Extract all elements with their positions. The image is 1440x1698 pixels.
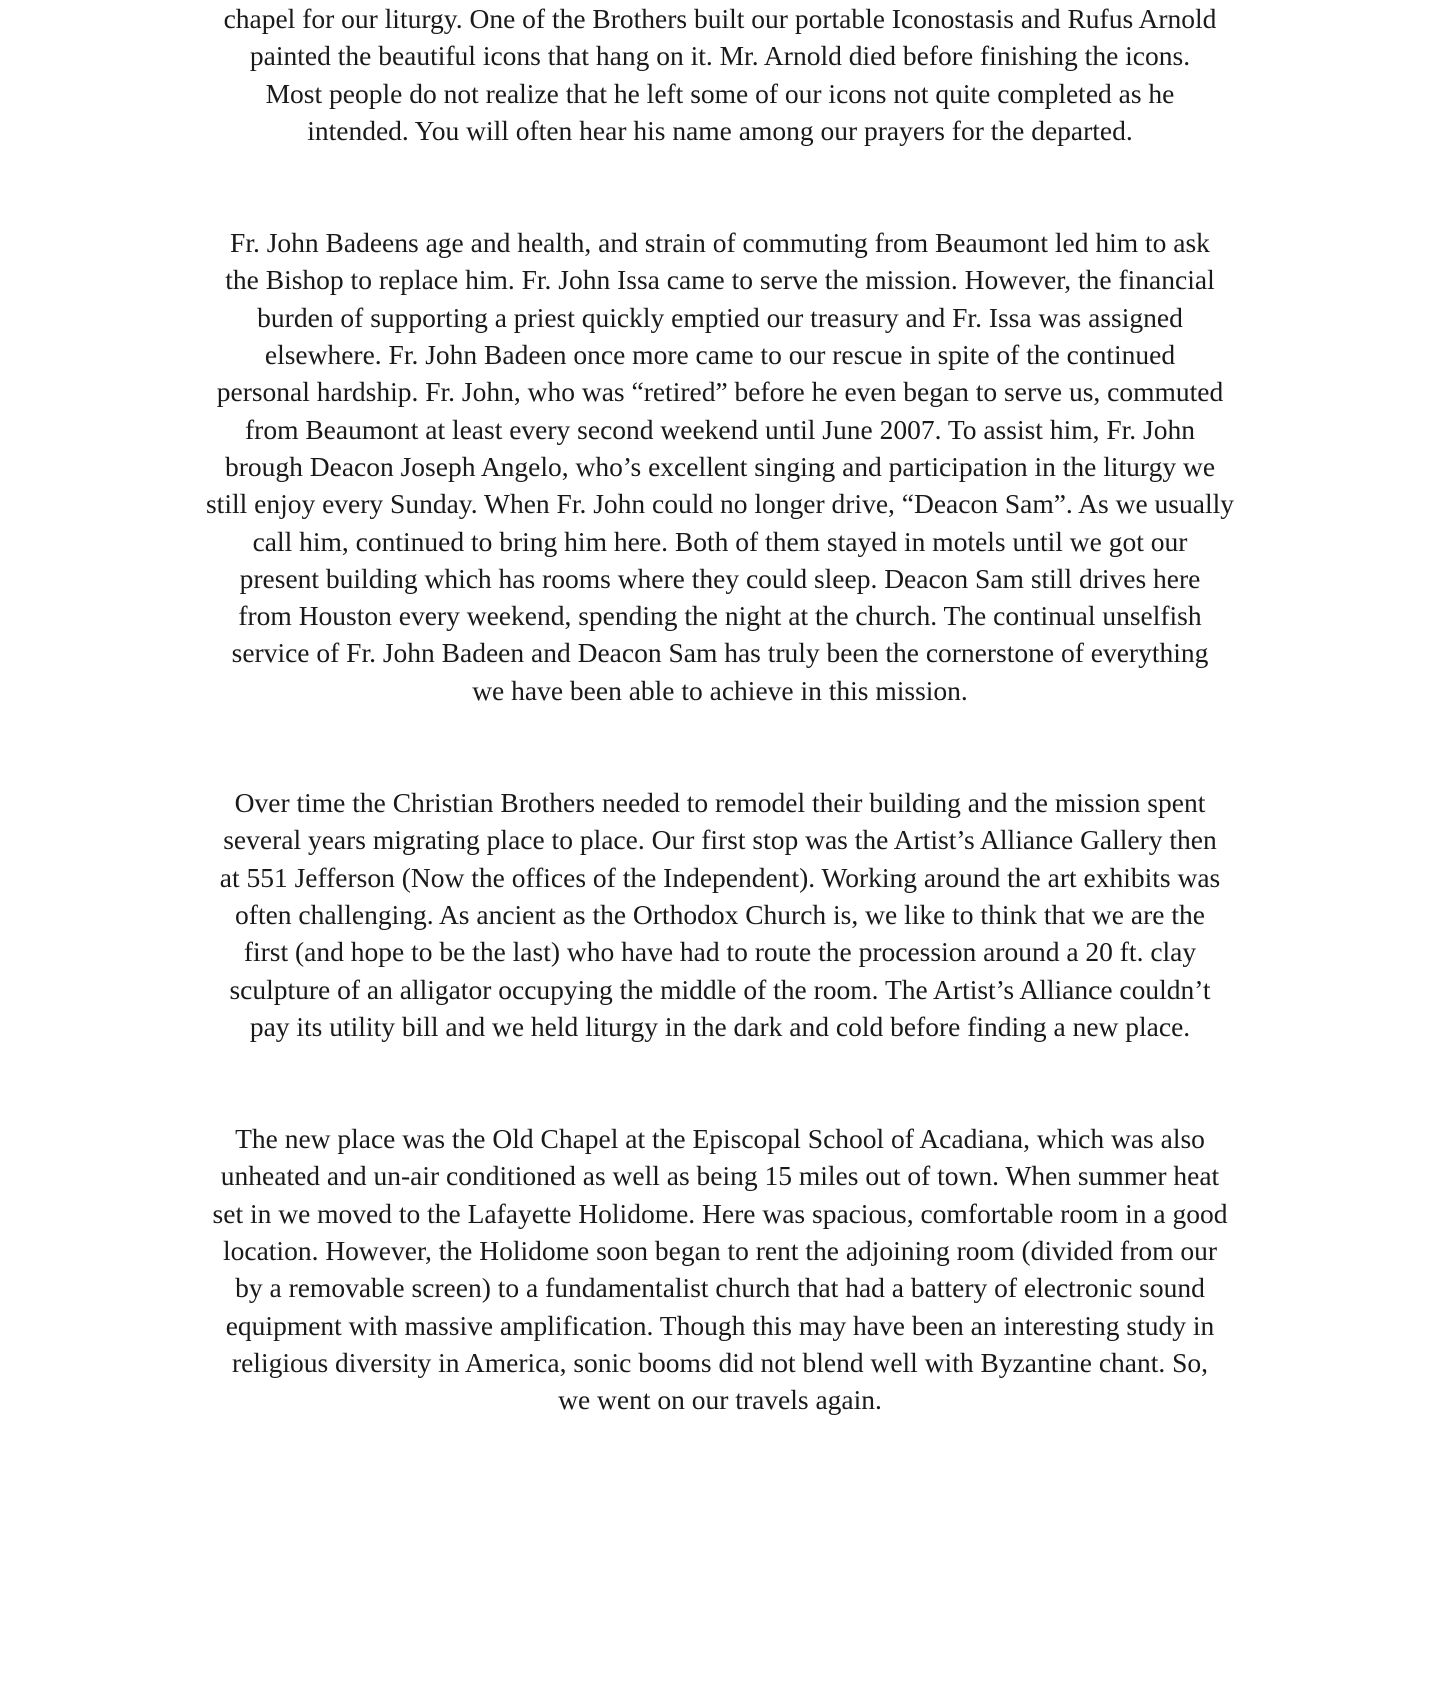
text-line: equipment with massive amplification. Though this may have been an interesting study in <box>225 1309 1215 1341</box>
text-line: Most people do not realize that he left some of our icons not quite completed as he <box>265 77 1175 109</box>
document-page <box>150 0 1290 1419</box>
text-line: Fr. John Badeens age and health, and strain of commuting from Beaumont led him to ask <box>230 227 1210 259</box>
text-line: sculpture of an alligator occupying the middle of the room. The Artist’s Alliance couldn’t <box>229 973 1211 1005</box>
text-line: we have been able to achieve in this mission. <box>472 674 968 706</box>
text-line: often challenging. As ancient as the Orthodox Church is, we like to think that we are the <box>235 898 1205 930</box>
paragraph-migrating-places <box>150 784 1290 1045</box>
text-line: at 551 Jefferson (Now the offices of the Independent). Working around the art exhibits was <box>219 861 1221 893</box>
paragraph-fr-john-badeen <box>150 224 1290 709</box>
text-line: intended. You will often hear his name among our prayers for the departed. <box>307 114 1133 146</box>
paragraph-chapel-iconostasis <box>150 0 1290 149</box>
text-line: several years migrating place to place. Our first stop was the Artist’s Alliance Gallery then <box>223 824 1217 856</box>
text-line: brough Deacon Joseph Angelo, who’s excellent singing and participation in the liturgy we <box>224 450 1216 482</box>
text-line: we went on our travels again. <box>558 1384 882 1416</box>
text-line: burden of supporting a priest quickly emptied our treasury and Fr. Issa was assigned <box>257 301 1183 333</box>
text-line: religious diversity in America, sonic booms did not blend well with Byzantine chant. So, <box>231 1346 1209 1378</box>
text-line: pay its utility bill and we held liturgy in the dark and cold before finding a new place. <box>249 1010 1191 1042</box>
text-line: location. However, the Holidome soon began to rent the adjoining room (divided from our <box>222 1235 1217 1267</box>
text-line: first (and hope to be the last) who have had to route the procession around a 20 ft. clay <box>243 936 1197 968</box>
text-line: present building which has rooms where they could sleep. Deacon Sam still drives here <box>239 562 1201 594</box>
text-line: Over time the Christian Brothers needed to remodel their building and the mission spent <box>234 787 1206 819</box>
text-line: service of Fr. John Badeen and Deacon Sam has truly been the cornerstone of everything <box>231 637 1209 669</box>
text-line: from Houston every weekend, spending the night at the church. The continual unselfish <box>238 600 1202 632</box>
text-line: by a removable screen) to a fundamentalist church that had a battery of electronic sound <box>235 1272 1205 1304</box>
text-line: set in we moved to the Lafayette Holidome. Here was spacious, comfortable room in a good <box>212 1197 1228 1229</box>
text-line: from Beaumont at least every second weekend until June 2007. To assist him, Fr. John <box>245 413 1195 445</box>
text-line: call him, continued to bring him here. Both of them stayed in motels until we got our <box>252 525 1188 557</box>
text-line: painted the beautiful icons that hang on it. Mr. Arnold died before finishing the icons. <box>249 40 1191 72</box>
text-line: personal hardship. Fr. John, who was “retired” before he even began to serve us, commuted <box>216 376 1224 408</box>
text-line: the Bishop to replace him. Fr. John Issa came to serve the mission. However, the financial <box>225 264 1215 296</box>
text-line: The new place was the Old Chapel at the Episcopal School of Acadiana, which was also <box>235 1123 1205 1155</box>
text-line: unheated and un-air conditioned as well as being 15 miles out of town. When summer heat <box>220 1160 1220 1192</box>
paragraph-old-chapel-holidome <box>150 1120 1290 1418</box>
text-line: elsewhere. Fr. John Badeen once more came to our rescue in spite of the continued <box>264 339 1176 371</box>
text-line: still enjoy every Sunday. When Fr. John could no longer drive, “Deacon Sam”. As we usually <box>205 488 1234 520</box>
text-line: chapel for our liturgy. One of the Brothers built our portable Iconostasis and Rufus Arnold <box>223 3 1217 34</box>
